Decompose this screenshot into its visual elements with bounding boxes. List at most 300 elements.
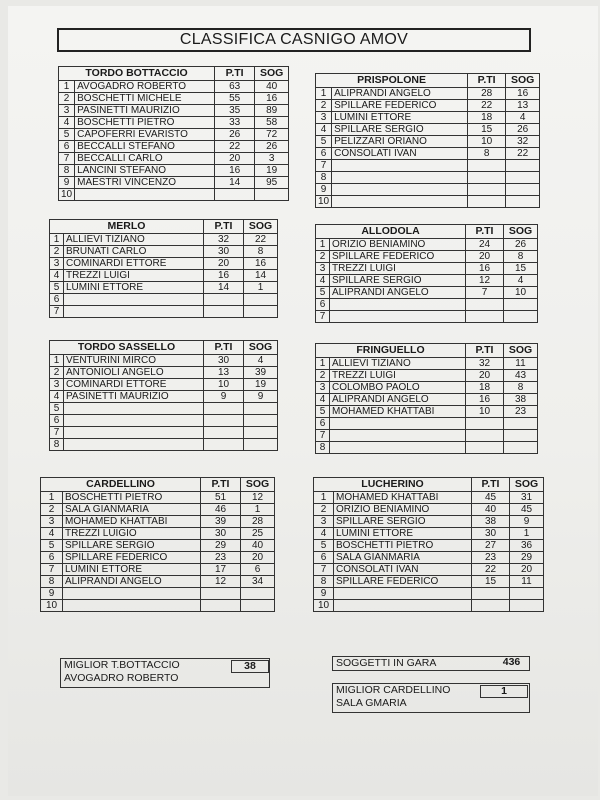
table-row <box>314 516 544 528</box>
name-cell: TREZZI LUIGI <box>330 370 466 382</box>
name-cell: BOSCHETTI PIETRO <box>63 492 201 504</box>
points-cell: 14 <box>215 177 255 189</box>
table-row <box>314 588 544 600</box>
points-cell: 20 <box>215 153 255 165</box>
table-row <box>41 516 275 528</box>
table-row <box>316 88 540 100</box>
table-row <box>314 504 544 516</box>
points-cell <box>466 311 504 323</box>
rank-cell: 6 <box>316 148 332 160</box>
table-row <box>314 576 544 588</box>
name-cell: CONSOLATI IVAN <box>332 148 468 160</box>
points-cell: 10 <box>204 379 244 391</box>
table-row <box>316 263 538 275</box>
sog-cell: 9 <box>244 391 278 403</box>
sog-cell: 89 <box>255 105 289 117</box>
sog-header: SOG <box>504 225 538 239</box>
table-row <box>314 492 544 504</box>
table-row <box>59 141 289 153</box>
table-row <box>316 112 540 124</box>
table-tordo-bottaccio <box>58 66 289 201</box>
table-row <box>316 172 540 184</box>
name-cell <box>330 418 466 430</box>
category-header: ALLODOLA <box>316 225 466 239</box>
rank-cell: 7 <box>59 153 75 165</box>
points-cell <box>468 184 506 196</box>
points-cell <box>468 196 506 208</box>
rank-cell: 5 <box>50 282 64 294</box>
points-cell: 29 <box>201 540 241 552</box>
rank-cell: 8 <box>59 165 75 177</box>
rank-cell: 1 <box>316 358 330 370</box>
name-cell <box>75 189 215 201</box>
points-cell <box>472 588 510 600</box>
points-cell: 28 <box>468 88 506 100</box>
table-row <box>41 564 275 576</box>
points-cell: 10 <box>468 136 506 148</box>
points-cell <box>204 306 244 318</box>
rank-cell: 2 <box>59 93 75 105</box>
rank-cell: 7 <box>316 430 330 442</box>
points-cell: 33 <box>215 117 255 129</box>
table-row <box>59 93 289 105</box>
name-cell: ORIZIO BENIAMINO <box>334 504 472 516</box>
name-cell <box>64 403 204 415</box>
sog-cell: 3 <box>255 153 289 165</box>
points-cell: 40 <box>472 504 510 516</box>
points-cell <box>466 418 504 430</box>
rank-cell: 1 <box>41 492 63 504</box>
points-cell <box>204 427 244 439</box>
table-row <box>50 258 278 270</box>
name-cell: BECCALLI CARLO <box>75 153 215 165</box>
points-cell: 23 <box>472 552 510 564</box>
rank-cell: 1 <box>50 355 64 367</box>
points-cell <box>472 600 510 612</box>
rank-cell: 1 <box>316 239 330 251</box>
table-row <box>50 246 278 258</box>
name-cell: ALIPRANDI ANGELO <box>330 287 466 299</box>
name-cell <box>64 306 204 318</box>
table-row <box>316 251 538 263</box>
table-fringuello <box>315 343 538 454</box>
table-row <box>316 239 538 251</box>
table-row <box>41 588 275 600</box>
sog-cell <box>510 588 544 600</box>
table-row <box>50 294 278 306</box>
table-row <box>41 600 275 612</box>
points-cell <box>468 172 506 184</box>
name-cell <box>332 196 468 208</box>
points-cell: 32 <box>466 358 504 370</box>
name-cell: CAPOFERRI EVARISTO <box>75 129 215 141</box>
sog-cell: 20 <box>510 564 544 576</box>
sog-cell <box>510 600 544 612</box>
name-cell: MOHAMED KHATTABI <box>63 516 201 528</box>
points-cell: 13 <box>204 367 244 379</box>
table-row <box>316 394 538 406</box>
rank-cell: 1 <box>314 492 334 504</box>
rank-cell: 2 <box>316 251 330 263</box>
points-cell: 30 <box>201 528 241 540</box>
points-cell: 23 <box>201 552 241 564</box>
table-merlo <box>49 219 278 318</box>
rank-cell: 5 <box>314 540 334 552</box>
rank-cell: 4 <box>59 117 75 129</box>
name-cell: ALIPRANDI ANGELO <box>330 394 466 406</box>
name-cell: ALIPRANDI ANGELO <box>332 88 468 100</box>
table-row <box>41 552 275 564</box>
table-row <box>316 406 538 418</box>
name-cell <box>332 160 468 172</box>
points-cell: 18 <box>468 112 506 124</box>
name-cell: BECCALLI STEFANO <box>75 141 215 153</box>
points-cell <box>466 442 504 454</box>
sog-cell: 72 <box>255 129 289 141</box>
table-row <box>59 129 289 141</box>
points-cell: 30 <box>204 246 244 258</box>
best-bottaccio-box <box>60 658 270 688</box>
rank-cell: 6 <box>41 552 63 564</box>
table-row <box>316 287 538 299</box>
name-cell: LUMINI ETTORE <box>63 564 201 576</box>
points-cell: 27 <box>472 540 510 552</box>
rank-cell: 2 <box>314 504 334 516</box>
sog-header: SOG <box>506 74 540 88</box>
sog-header: SOG <box>241 478 275 492</box>
rank-cell: 6 <box>59 141 75 153</box>
table-row <box>316 299 538 311</box>
rank-cell: 4 <box>316 394 330 406</box>
rank-cell: 3 <box>316 112 332 124</box>
rank-cell: 2 <box>41 504 63 516</box>
rank-cell: 2 <box>316 100 332 112</box>
rank-cell: 7 <box>50 427 64 439</box>
sog-cell <box>504 418 538 430</box>
points-cell: 8 <box>468 148 506 160</box>
subjects-box <box>332 656 530 671</box>
table-row <box>316 275 538 287</box>
sog-cell: 10 <box>504 287 538 299</box>
sog-cell <box>241 588 275 600</box>
points-header: P.TI <box>204 220 244 234</box>
table-row <box>316 160 540 172</box>
rank-cell: 7 <box>316 160 332 172</box>
name-cell: MOHAMED KHATTABI <box>330 406 466 418</box>
name-cell: SPILLARE SERGIO <box>330 275 466 287</box>
best-cardellino-box <box>332 683 530 713</box>
name-cell <box>64 415 204 427</box>
sog-cell: 11 <box>510 576 544 588</box>
rank-cell: 3 <box>314 516 334 528</box>
rank-cell: 8 <box>50 439 64 451</box>
sog-cell: 12 <box>241 492 275 504</box>
rank-cell: 3 <box>50 258 64 270</box>
table-prispolone <box>315 73 540 208</box>
name-cell: CONSOLATI IVAN <box>334 564 472 576</box>
sog-cell: 58 <box>255 117 289 129</box>
table-row <box>316 100 540 112</box>
points-cell <box>201 600 241 612</box>
sog-cell: 8 <box>504 251 538 263</box>
name-cell <box>332 172 468 184</box>
table-row <box>59 177 289 189</box>
category-header: PRISPOLONE <box>316 74 468 88</box>
rank-cell: 3 <box>316 263 330 275</box>
points-cell <box>204 294 244 306</box>
table-row <box>50 403 278 415</box>
points-header: P.TI <box>468 74 506 88</box>
points-cell: 14 <box>204 282 244 294</box>
points-cell: 51 <box>201 492 241 504</box>
rank-cell: 5 <box>316 406 330 418</box>
table-row <box>50 270 278 282</box>
best-bottaccio-name: AVOGADRO ROBERTO <box>64 672 179 684</box>
table-row <box>316 124 540 136</box>
rank-cell: 8 <box>314 576 334 588</box>
rank-cell: 5 <box>59 129 75 141</box>
sog-cell: 1 <box>244 282 278 294</box>
sog-cell: 16 <box>244 258 278 270</box>
table-row <box>41 576 275 588</box>
sog-cell: 4 <box>504 275 538 287</box>
sog-cell <box>244 403 278 415</box>
table-row <box>314 540 544 552</box>
category-header: CARDELLINO <box>41 478 201 492</box>
sog-cell <box>504 299 538 311</box>
rank-cell: 10 <box>314 600 334 612</box>
rank-cell: 6 <box>316 418 330 430</box>
name-cell: PASINETTI MAURIZIO <box>64 391 204 403</box>
category-header: MERLO <box>50 220 204 234</box>
sog-cell: 36 <box>510 540 544 552</box>
sog-cell <box>504 311 538 323</box>
sog-cell <box>255 189 289 201</box>
name-cell: LUMINI ETTORE <box>332 112 468 124</box>
sog-header: SOG <box>244 220 278 234</box>
table-row <box>316 358 538 370</box>
table-row <box>50 391 278 403</box>
sog-cell: 95 <box>255 177 289 189</box>
points-cell <box>204 403 244 415</box>
rank-cell: 6 <box>316 299 330 311</box>
page-title: CLASSIFICA CASNIGO AMOV <box>57 28 531 52</box>
rank-cell: 8 <box>316 172 332 184</box>
rank-cell: 7 <box>314 564 334 576</box>
table-row <box>316 148 540 160</box>
points-cell: 15 <box>472 576 510 588</box>
table-row <box>41 540 275 552</box>
sog-cell <box>504 442 538 454</box>
points-cell <box>215 189 255 201</box>
table-row <box>316 311 538 323</box>
name-cell <box>63 588 201 600</box>
points-cell: 9 <box>204 391 244 403</box>
name-cell <box>334 588 472 600</box>
points-cell: 63 <box>215 81 255 93</box>
rank-cell: 5 <box>316 287 330 299</box>
name-cell: SPILLARE SERGIO <box>332 124 468 136</box>
table-row <box>314 600 544 612</box>
best-cardellino-value: 1 <box>480 685 528 698</box>
sog-cell: 4 <box>244 355 278 367</box>
points-cell: 30 <box>204 355 244 367</box>
sog-cell: 43 <box>504 370 538 382</box>
name-cell: TREZZI LUIGI <box>330 263 466 275</box>
name-cell <box>330 442 466 454</box>
sog-cell: 25 <box>241 528 275 540</box>
name-cell <box>330 430 466 442</box>
name-cell: ALLIEVI TIZIANO <box>330 358 466 370</box>
sog-cell: 8 <box>244 246 278 258</box>
best-bottaccio-label: MIGLIOR T.BOTTACCIO <box>64 659 180 671</box>
points-cell <box>201 588 241 600</box>
sog-cell: 1 <box>241 504 275 516</box>
table-lucherino <box>313 477 544 612</box>
table-row <box>316 430 538 442</box>
sog-cell: 26 <box>504 239 538 251</box>
rank-cell: 4 <box>50 391 64 403</box>
table-row <box>50 439 278 451</box>
rank-cell: 4 <box>314 528 334 540</box>
sog-cell <box>244 427 278 439</box>
sog-cell: 19 <box>255 165 289 177</box>
table-row <box>50 355 278 367</box>
points-header: P.TI <box>204 341 244 355</box>
category-header: TORDO BOTTACCIO <box>59 67 215 81</box>
name-cell <box>334 600 472 612</box>
name-cell: MAESTRI VINCENZO <box>75 177 215 189</box>
table-row <box>59 105 289 117</box>
points-cell: 16 <box>204 270 244 282</box>
sog-cell: 28 <box>241 516 275 528</box>
rank-cell: 1 <box>316 88 332 100</box>
sog-cell <box>506 184 540 196</box>
table-row <box>59 189 289 201</box>
points-cell: 26 <box>215 129 255 141</box>
rank-cell: 6 <box>314 552 334 564</box>
points-cell: 46 <box>201 504 241 516</box>
rank-cell: 2 <box>50 246 64 258</box>
name-cell <box>63 600 201 612</box>
sog-cell: 31 <box>510 492 544 504</box>
sog-cell: 8 <box>504 382 538 394</box>
category-header: TORDO SASSELLO <box>50 341 204 355</box>
name-cell: ALIPRANDI ANGELO <box>63 576 201 588</box>
rank-cell: 7 <box>316 311 330 323</box>
rank-cell: 4 <box>316 124 332 136</box>
name-cell: BRUNATI CARLO <box>64 246 204 258</box>
sog-cell <box>506 196 540 208</box>
name-cell: TREZZI LUIGIO <box>63 528 201 540</box>
points-cell: 16 <box>466 394 504 406</box>
rank-cell: 2 <box>316 370 330 382</box>
sog-header: SOG <box>510 478 544 492</box>
name-cell: SALA GIANMARIA <box>334 552 472 564</box>
sog-cell: 19 <box>244 379 278 391</box>
points-header: P.TI <box>215 67 255 81</box>
table-cardellino <box>40 477 275 612</box>
name-cell: PELIZZARI ORIANO <box>332 136 468 148</box>
sog-cell <box>244 294 278 306</box>
table-row <box>50 415 278 427</box>
category-header: FRINGUELLO <box>316 344 466 358</box>
category-header: LUCHERINO <box>314 478 472 492</box>
points-header: P.TI <box>201 478 241 492</box>
name-cell: SPILLARE SERGIO <box>334 516 472 528</box>
table-row <box>41 504 275 516</box>
name-cell: ALLIEVI TIZIANO <box>64 234 204 246</box>
sog-cell: 38 <box>504 394 538 406</box>
table-row <box>314 528 544 540</box>
name-cell: BOSCHETTI PIETRO <box>75 117 215 129</box>
rank-cell: 9 <box>41 588 63 600</box>
rank-cell: 3 <box>50 379 64 391</box>
name-cell: VENTURINI MIRCO <box>64 355 204 367</box>
table-row <box>59 117 289 129</box>
table-row <box>316 184 540 196</box>
table-row <box>314 564 544 576</box>
points-cell: 39 <box>201 516 241 528</box>
points-cell: 12 <box>466 275 504 287</box>
table-row <box>316 370 538 382</box>
sog-cell <box>244 439 278 451</box>
name-cell: COMINARDI ETTORE <box>64 379 204 391</box>
table-row <box>50 282 278 294</box>
rank-cell: 1 <box>59 81 75 93</box>
table-tordo-sassello <box>49 340 278 451</box>
name-cell <box>330 311 466 323</box>
name-cell <box>330 299 466 311</box>
points-cell: 20 <box>466 370 504 382</box>
name-cell <box>64 439 204 451</box>
points-cell: 16 <box>215 165 255 177</box>
rank-cell: 10 <box>41 600 63 612</box>
rank-cell: 9 <box>59 177 75 189</box>
points-cell: 30 <box>472 528 510 540</box>
table-row <box>59 153 289 165</box>
name-cell <box>332 184 468 196</box>
sog-header: SOG <box>255 67 289 81</box>
subjects-value: 436 <box>502 656 521 668</box>
rank-cell: 8 <box>316 442 330 454</box>
points-cell <box>204 439 244 451</box>
rank-cell: 6 <box>50 294 64 306</box>
rank-cell: 5 <box>41 540 63 552</box>
sog-cell: 22 <box>506 148 540 160</box>
points-header: P.TI <box>466 225 504 239</box>
rank-cell: 4 <box>316 275 330 287</box>
points-cell <box>466 430 504 442</box>
table-row <box>316 382 538 394</box>
name-cell: COLOMBO PAOLO <box>330 382 466 394</box>
points-cell: 20 <box>466 251 504 263</box>
name-cell: ORIZIO BENIAMINO <box>330 239 466 251</box>
sog-cell: 22 <box>244 234 278 246</box>
table-row <box>316 418 538 430</box>
points-cell: 22 <box>468 100 506 112</box>
points-cell: 22 <box>215 141 255 153</box>
sog-cell: 14 <box>244 270 278 282</box>
table-row <box>50 234 278 246</box>
name-cell: LANCINI STEFANO <box>75 165 215 177</box>
points-cell: 24 <box>466 239 504 251</box>
points-cell: 32 <box>204 234 244 246</box>
sog-cell: 9 <box>510 516 544 528</box>
sog-cell: 16 <box>255 93 289 105</box>
name-cell: LUMINI ETTORE <box>64 282 204 294</box>
rank-cell: 9 <box>314 588 334 600</box>
